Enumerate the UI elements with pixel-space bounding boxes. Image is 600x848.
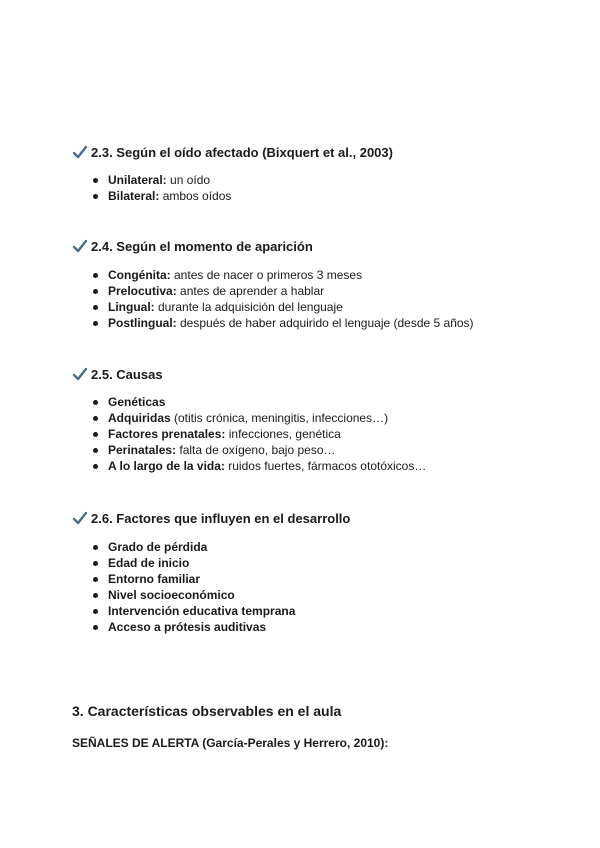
list-item: Perinatales: falta de oxígeno, bajo peso… [92,442,426,458]
section-heading [72,238,572,254]
list-item: Acceso a prótesis auditivas [92,619,295,635]
heading-text: 2.4. Según el momento de aparición [91,238,313,254]
heading-text: 2.5. Causas [91,366,163,382]
list-item: Postlingual: después de haber adquirido el lenguaje (desde 5 años) [92,315,474,331]
section-2-4 [72,238,572,330]
checkmark-icon [72,238,88,254]
checkmark-icon [72,510,88,526]
list-item: Lingual: durante la adquisición del lenguaje [92,299,474,315]
item-list [92,539,295,635]
list-item: Genéticas [92,394,426,410]
list-item: Unilateral: un oído [92,172,231,188]
section-heading [72,144,572,160]
item-list [92,394,426,474]
heading-text: 2.6. Factores que influyen en el desarrollo [91,510,351,526]
list-item: Prelocutiva: antes de aprender a hablar [92,283,474,299]
section-2-6 [72,510,572,634]
main-heading: 3. Características observables en el aula [72,703,342,719]
item-list [92,172,231,204]
section-2-3 [72,144,572,203]
sub-heading: SEÑALES DE ALERTA (García-Perales y Herrero, 2010): [72,736,389,750]
list-item: Bilateral: ambos oídos [92,188,231,204]
section-heading [72,510,572,526]
list-item: Factores prenatales: infecciones, genética [92,426,426,442]
list-item: Edad de inicio [92,555,295,571]
list-item: A lo largo de la vida: ruidos fuertes, fármacos ototóxicos… [92,458,426,474]
list-item: Entorno familiar [92,571,295,587]
section-2-5 [72,366,572,473]
list-item: Intervención educativa temprana [92,603,295,619]
heading-text: 2.3. Según el oído afectado (Bixquert et al., 2003) [91,144,393,160]
item-list [92,267,474,331]
section-heading [72,366,572,382]
checkmark-icon [72,366,88,382]
list-item: Nivel socioeconómico [92,587,295,603]
checkmark-icon [72,144,88,160]
list-item: Grado de pérdida [92,539,295,555]
list-item: Congénita: antes de nacer o primeros 3 meses [92,267,474,283]
list-item: Adquiridas (otitis crónica, meningitis, infecciones…) [92,410,426,426]
